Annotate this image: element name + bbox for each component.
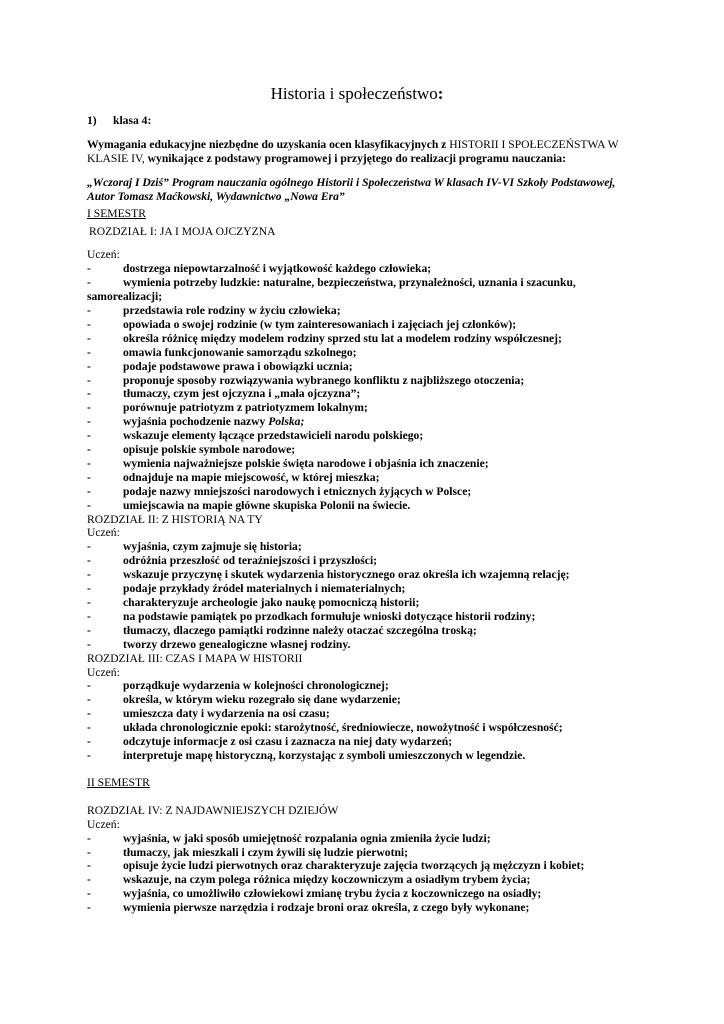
chapter-2-list [87, 540, 627, 651]
italic-word: Polska; [268, 415, 305, 429]
semester-2-heading: II SEMESTR [87, 775, 150, 789]
list-item: - podaje przykłady źródeł materialnych i niematerialnych; [87, 582, 406, 596]
list-item: - wskazuje przyczynę i skutek wydarzenia historycznego oraz określa ich wzajemną relację; [87, 568, 570, 582]
chapter-3-uczen: Uczeń: [87, 665, 120, 679]
list-item: - omawia funkcjonowanie samorządu szkolnego; [87, 345, 357, 359]
list-item: - wskazuje, na czym polega różnica między koczowniczym a osiadłym trybem życia; [87, 873, 531, 887]
list-item: - określa różnicę między modelem rodziny sprzed stu lat a modelem rodziny współczesnej; [87, 331, 562, 345]
list-item: - opisuje życie ludzi pierwotnych oraz charakteryzuje zajęcia tworzących ją mężczyzn i kobiet; [87, 859, 585, 873]
chapter-4-title: ROZDZIAŁ IV: Z NAJDAWNIEJSZYCH DZIEJÓW [87, 803, 339, 817]
program-reference: „Wczoraj I Dziś” Program nauczania ogólnego Historii i Społeczeństwa W klasach IV-VI Szkoły Podstawowej, Autor Tomasz Maćkowski, Wydawnictwo „Nowa Era” [87, 175, 616, 203]
list-item: - wymienia najważniejsze polskie święta narodowe i objaśnia ich znaczenie; [87, 456, 489, 470]
chapter-1-uczen: Uczeń: [87, 248, 120, 262]
list-item: - wyjaśnia, w jaki sposób umiejętność rozpalania ognia zmieniła życie ludzi; [87, 831, 491, 845]
list-item: - proponuje sposoby rozwiązywania wybranego konfliktu z najbliższego otoczenia; [87, 373, 525, 387]
list-item: - wyjaśnia, co umożliwiło człowiekowi zmianę trybu życia z koczowniczego na osiadły; [87, 887, 542, 901]
list-item: - określa, w którym wieku rozegrało się dane wydarzenie; [87, 693, 401, 707]
chapter-1-list [87, 262, 627, 512]
list-item: - tworzy drzewo genealogiczne własnej rodziny. [87, 637, 351, 651]
class-heading [87, 114, 627, 128]
list-item: - na podstawie pamiątek po przodkach formułuje wnioski dotyczące historii rodziny; [87, 609, 536, 623]
list-item: - przedstawia role rodziny w życiu człowieka; [87, 303, 341, 317]
list-item: - odnajduje na mapie miejscowość, w której mieszka; [87, 470, 380, 484]
list-item: - umieszcza daty i wydarzenia na osi czasu; [87, 707, 330, 721]
list-item: - podaje podstawowe prawa i obowiązki ucznia; [87, 359, 353, 373]
list-item: - wskazuje elementy łączące przedstawicieli narodu polskiego; [87, 429, 424, 443]
list-item: - wyjaśnia pochodzenie nazwy Polska; [87, 415, 305, 429]
list-item: - wyjaśnia, czym zajmuje się historia; [87, 540, 302, 554]
list-item: - tłumaczy, czym jest ojczyzna i „mała ojczyzna”; [87, 387, 361, 401]
document-page [87, 84, 627, 915]
list-item: - opisuje polskie symbole narodowe; [87, 443, 296, 457]
list-item: - odróżnia przeszłość od teraźniejszości i przyszłości; [87, 554, 378, 568]
list-item: - umiejscawia na mapie główne skupiska Polonii na świecie. [87, 498, 411, 512]
class-number: 1) [87, 114, 97, 127]
list-item: - dostrzega niepowtarzalność i wyjątkowość każdego człowieka; [87, 262, 432, 276]
list-item: - porządkuje wydarzenia w kolejności chronologicznej; [87, 679, 389, 693]
chapter-4-list [87, 832, 627, 915]
page-title: Historia i społeczeństwo: [270, 84, 444, 103]
list-item: - porównuje patriotyzm z patriotyzmem lokalnym; [87, 401, 368, 415]
chapter-1-title: ROZDZIAŁ I: JA I MOJA OJCZYZNA [89, 225, 276, 239]
list-item: - odczytuje informacje z osi czasu i zaznacza na niej daty wydarzeń; [87, 735, 453, 749]
list-item: - podaje nazwy mniejszości narodowych i etnicznych żyjących w Polsce; [87, 484, 472, 498]
semester-1-heading: I SEMESTR [87, 206, 146, 220]
chapter-2-uczen: Uczeń: [87, 526, 120, 540]
class-label: klasa 4: [113, 114, 152, 127]
chapter-3-list [87, 679, 627, 762]
list-item: - interpretuje mapę historyczną, korzystając z symboli umieszczonych w legendzie. [87, 748, 526, 762]
chapter-2-title: ROZDZIAŁ II: Z HISTORIĄ NA TY [87, 512, 263, 526]
list-item: - wymienia potrzeby ludzkie: naturalne, bezpieczeństwa, przynależności, uznania i szacunku, samorealizacji; [87, 276, 576, 304]
intro-paragraph: Wymagania edukacyjne niezbędne do uzyskania ocen klasyfikacyjnych z HISTORII I SPOŁECZEŃSTWA W KLASIE IV, wynikające z podstawy programowej i przyjętego do realizacji programu nauczania: [87, 137, 619, 165]
list-item: - układa chronologicznie epoki: starożytność, średniowiecze, nowożytność i współczesność; [87, 721, 563, 735]
list-item: - tłumaczy, jak mieszkali i czym żywili się ludzie pierwotni; [87, 845, 408, 859]
list-item: - charakteryzuje archeologie jako naukę pomocniczą historii; [87, 596, 420, 609]
list-item: - opowiada o swojej rodzinie (w tym zainteresowaniach i zajęciach jej członków); [87, 317, 517, 331]
chapter-4-uczen: Uczeń: [87, 817, 120, 831]
chapter-3-title: ROZDZIAŁ III: CZAS I MAPA W HISTORII [87, 651, 303, 665]
list-item: - wymienia pierwsze narzędzia i rodzaje broni oraz określa, z czego były wykonane; [87, 901, 530, 915]
list-item: - tłumaczy, dlaczego pamiątki rodzinne należy otaczać szczególna troską; [87, 623, 477, 637]
